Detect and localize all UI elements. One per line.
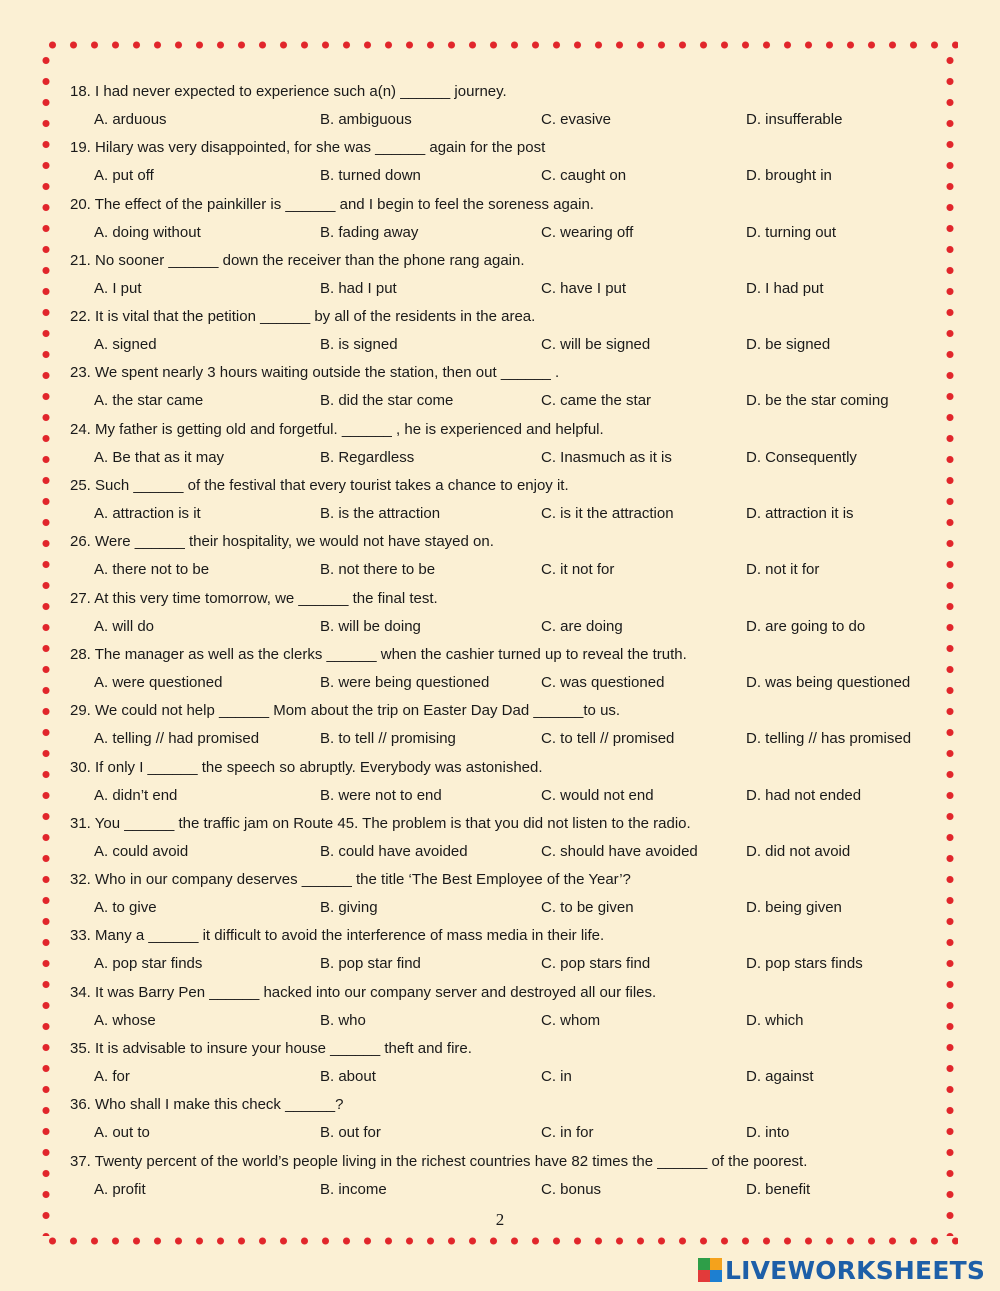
answer-option-a: A. telling // had promised <box>94 730 260 748</box>
answer-option-a: A. doing without <box>94 223 201 241</box>
answer-option-b: B. is the attraction <box>320 505 441 523</box>
question-stem: 36. Who shall I make this check ______? <box>70 1096 344 1114</box>
answer-option-b: B. income <box>320 1180 387 1198</box>
answer-option-c: C. in for <box>541 1124 594 1142</box>
answer-option-d: D. was being questioned <box>746 673 911 691</box>
answer-option-b: B. will be doing <box>320 617 421 635</box>
answer-option-a: A. signed <box>94 336 157 354</box>
answer-option-b: B. who <box>320 1011 366 1029</box>
answer-option-d: D. be signed <box>746 336 831 354</box>
answer-option-d: D. did not avoid <box>746 842 851 860</box>
question-stem: 32. Who in our company deserves ______ the title ‘The Best Employee of the Year’? <box>70 871 631 889</box>
answer-option-b: B. is signed <box>320 336 398 354</box>
answer-option-c: C. bonus <box>541 1180 602 1198</box>
answer-option-c: C. to be given <box>541 899 634 917</box>
answer-option-a: A. didn’t end <box>94 786 178 804</box>
answer-option-b: B. out for <box>320 1124 381 1142</box>
question-stem: 29. We could not help ______ Mom about the trip on Easter Day Dad ______to us. <box>70 702 621 720</box>
decorative-dot-border-left <box>40 50 52 1236</box>
answer-option-a: A. could avoid <box>94 842 189 860</box>
question-item <box>70 249 940 305</box>
question-stem: 22. It is vital that the petition ______ by all of the residents in the area. <box>70 308 536 326</box>
answer-option-c: C. it not for <box>541 561 615 579</box>
question-item <box>70 587 940 643</box>
liveworksheets-logo-icon <box>698 1258 722 1282</box>
decorative-dot-border-top <box>42 40 958 50</box>
answer-option-d: D. Consequently <box>746 448 857 466</box>
answer-option-d: D. attraction it is <box>746 505 854 523</box>
answer-option-b: B. giving <box>320 899 378 917</box>
answer-option-c: C. in <box>541 1068 572 1086</box>
answer-option-c: C. would not end <box>541 786 654 804</box>
answer-option-a: A. were questioned <box>94 673 223 691</box>
decorative-dot-border-right <box>944 50 956 1236</box>
answer-option-d: D. turning out <box>746 223 837 241</box>
answer-option-a: A. to give <box>94 899 157 917</box>
answer-option-b: B. were being questioned <box>320 673 490 691</box>
answer-option-c: C. pop stars find <box>541 955 651 973</box>
question-stem: 21. No sooner ______ down the receiver than the phone rang again. <box>70 251 525 269</box>
logo-square-icon <box>710 1270 722 1282</box>
question-item <box>70 868 940 924</box>
question-item <box>70 812 940 868</box>
answer-option-c: C. was questioned <box>541 673 665 691</box>
answer-option-c: C. should have avoided <box>541 842 698 860</box>
answer-option-d: D. which <box>746 1011 804 1029</box>
answer-option-b: B. not there to be <box>320 561 436 579</box>
answer-option-d: D. being given <box>746 899 842 917</box>
question-item <box>70 305 940 361</box>
question-stem: 19. Hilary was very disappointed, for she was ______ again for the post <box>70 139 546 157</box>
answer-option-b: B. were not to end <box>320 786 442 804</box>
question-stem: 25. Such ______ of the festival that every tourist takes a chance to enjoy it. <box>70 477 569 495</box>
question-item <box>70 361 940 417</box>
logo-square-icon <box>698 1270 710 1282</box>
question-item <box>70 530 940 586</box>
answer-option-d: D. brought in <box>746 167 832 185</box>
answer-option-a: A. pop star finds <box>94 955 203 973</box>
answer-option-a: A. there not to be <box>94 561 210 579</box>
question-stem: 23. We spent nearly 3 hours waiting outside the station, then out ______ . <box>70 364 560 382</box>
answer-option-c: C. is it the attraction <box>541 505 674 523</box>
answer-option-a: A. whose <box>94 1011 156 1029</box>
answer-option-a: A. Be that as it may <box>94 448 225 466</box>
answer-option-b: B. Regardless <box>320 448 415 466</box>
answer-option-a: A. arduous <box>94 111 167 128</box>
answer-option-d: D. had not ended <box>746 786 862 804</box>
answer-option-a: A. the star came <box>94 392 204 410</box>
answer-option-b: B. turned down <box>320 167 421 185</box>
question-item <box>70 80 940 136</box>
answer-option-b: B. had I put <box>320 279 397 297</box>
question-stem: 18. I had never expected to experience such a(n) ______ journey. <box>70 83 507 100</box>
answer-option-c: C. have I put <box>541 279 627 297</box>
answer-option-d: D. into <box>746 1124 790 1142</box>
answer-option-c: C. will be signed <box>541 336 651 354</box>
answer-option-c: C. evasive <box>541 111 612 128</box>
answer-option-b: B. could have avoided <box>320 842 468 860</box>
logo-square-icon <box>698 1258 710 1270</box>
answer-option-c: C. came the star <box>541 392 652 410</box>
question-item <box>70 924 940 980</box>
question-item <box>70 756 940 812</box>
answer-option-c: C. Inasmuch as it is <box>541 448 672 466</box>
answer-option-b: B. ambiguous <box>320 111 412 128</box>
question-stem: 34. It was Barry Pen ______ hacked into our company server and destroyed all our files. <box>70 983 657 1001</box>
answer-option-d: D. telling // has promised <box>746 730 912 748</box>
answer-option-b: B. about <box>320 1068 376 1086</box>
question-item <box>70 418 940 474</box>
answer-option-a: A. for <box>94 1068 130 1086</box>
answer-option-d: D. not it for <box>746 561 820 579</box>
answer-option-c: C. wearing off <box>541 223 634 241</box>
question-stem: 37. Twenty percent of the world’s people living in the richest countries have 82 times the ______ of the poorest. <box>70 1152 808 1170</box>
question-stem: 35. It is advisable to insure your house ______ theft and fire. <box>70 1040 472 1058</box>
answer-option-a: A. attraction is it <box>94 505 201 523</box>
question-item <box>70 1150 940 1206</box>
answer-option-a: A. profit <box>94 1180 146 1198</box>
answer-option-a: A. out to <box>94 1124 150 1142</box>
question-item <box>70 981 940 1037</box>
answer-option-a: A. I put <box>94 279 142 297</box>
answer-option-a: A. will do <box>94 617 155 635</box>
answer-option-c: C. caught on <box>541 167 627 185</box>
question-stem: 30. If only I ______ the speech so abruptly. Everybody was astonished. <box>70 758 543 776</box>
question-item <box>70 699 940 755</box>
question-item <box>70 474 940 530</box>
answer-option-b: B. did the star come <box>320 392 454 410</box>
answer-option-d: D. insufferable <box>746 111 843 128</box>
question-stem: 20. The effect of the painkiller is ______ and I begin to feel the soreness again. <box>70 195 594 213</box>
answer-option-b: B. fading away <box>320 223 419 241</box>
answer-option-c: C. are doing <box>541 617 623 635</box>
question-stem: 24. My father is getting old and forgetful. ______ , he is experienced and helpful. <box>70 420 604 438</box>
question-item <box>70 1093 940 1149</box>
answer-option-d: D. I had put <box>746 279 824 297</box>
answer-option-d: D. benefit <box>746 1180 811 1198</box>
question-stem: 28. The manager as well as the clerks ______ when the cashier turned up to reveal the truth. <box>70 645 687 663</box>
question-item <box>70 193 940 249</box>
question-item <box>70 1037 940 1093</box>
answer-option-d: D. against <box>746 1068 814 1086</box>
question-stem: 27. At this very time tomorrow, we ______ the final test. <box>70 589 438 607</box>
answer-option-c: C. to tell // promised <box>541 730 675 748</box>
answer-option-d: D. are going to do <box>746 617 866 635</box>
answer-option-c: C. whom <box>541 1011 601 1029</box>
liveworksheets-logo <box>698 1256 985 1284</box>
page-number: 2 <box>495 1210 505 1229</box>
answer-option-d: D. be the star coming <box>746 392 889 410</box>
liveworksheets-brand-text: LIVEWORKSHEETS <box>725 1255 986 1285</box>
question-item <box>70 643 940 699</box>
answer-option-b: B. pop star find <box>320 955 421 973</box>
answer-option-a: A. put off <box>94 167 154 185</box>
question-list <box>70 80 940 1206</box>
question-item <box>70 136 940 192</box>
question-stem: 33. Many a ______ it difficult to avoid the interference of mass media in their life. <box>70 927 605 945</box>
logo-square-icon <box>710 1258 722 1270</box>
answer-option-d: D. pop stars finds <box>746 955 863 973</box>
answer-option-b: B. to tell // promising <box>320 730 456 748</box>
question-stem: 31. You ______ the traffic jam on Route 45. The problem is that you did not listen to the radio. <box>70 814 691 832</box>
question-stem: 26. Were ______ their hospitality, we would not have stayed on. <box>70 533 494 551</box>
decorative-dot-border-bottom <box>42 1236 958 1246</box>
